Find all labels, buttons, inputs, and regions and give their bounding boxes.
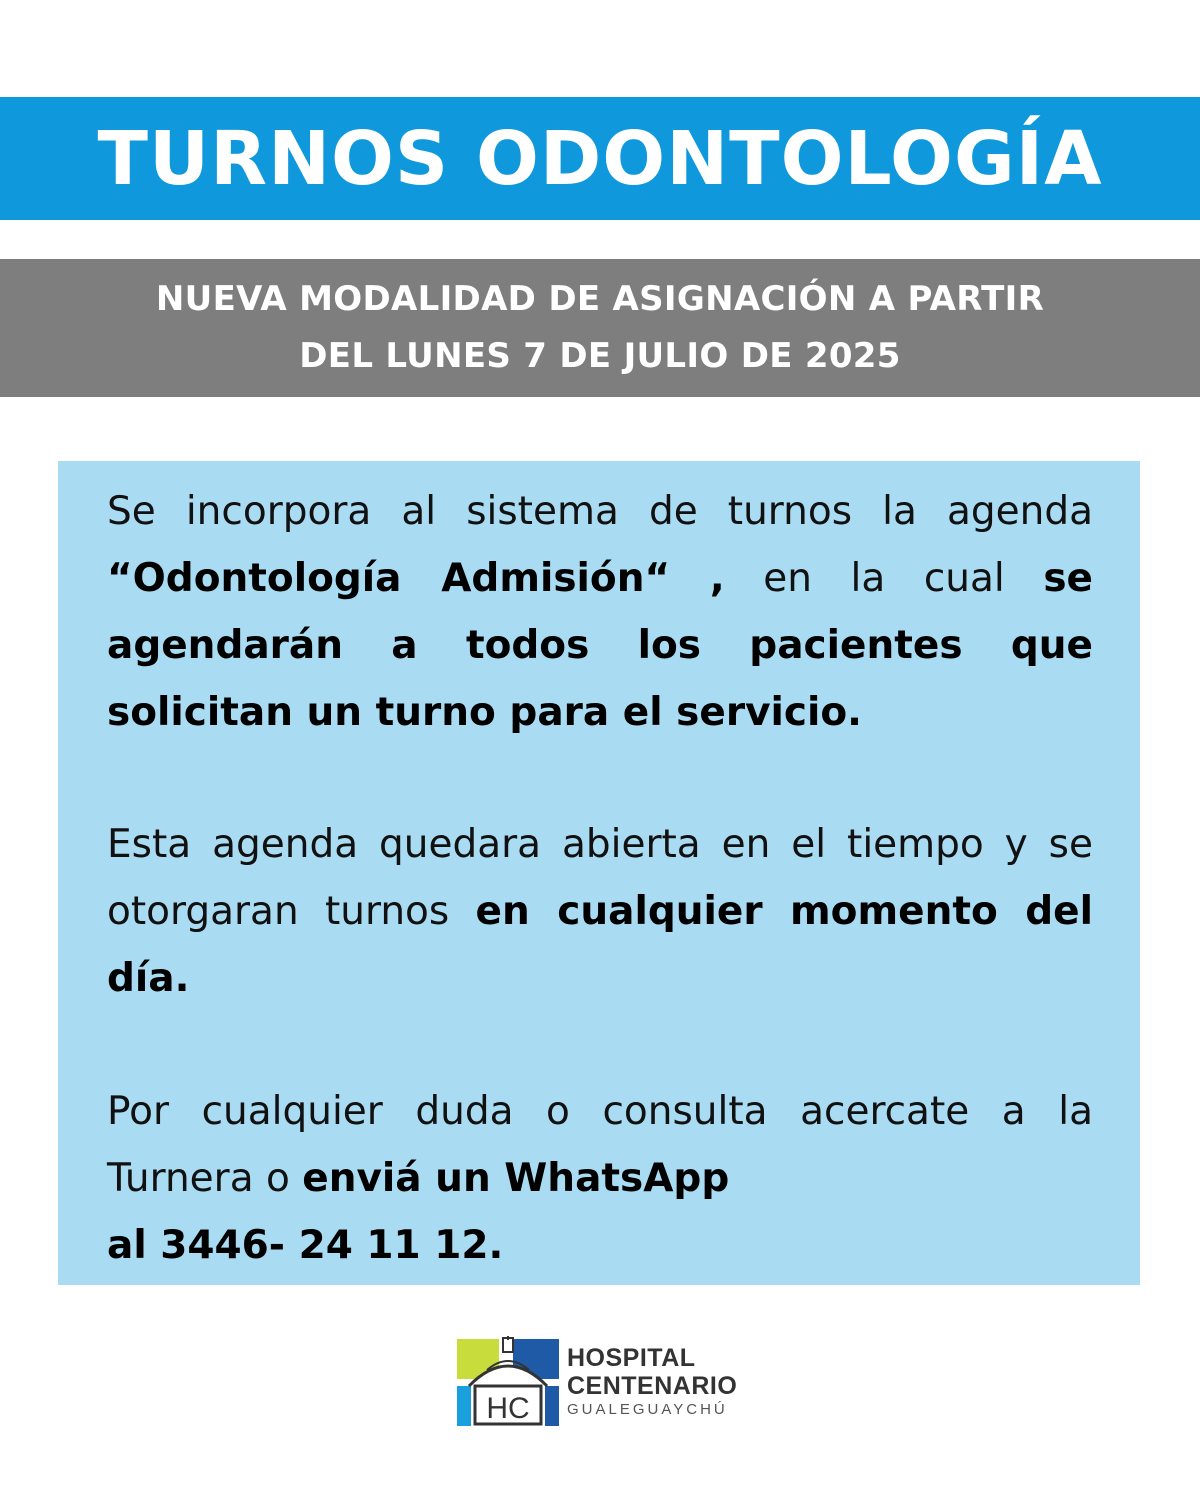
- p3-text-a: Por cualquier duda o consulta acercate a la Turnera o: [107, 1089, 1093, 1201]
- p2-emphasis: en cualquier momento del día.: [107, 889, 1093, 1001]
- p1-emphasis: se agendarán a todos los pacientes que solicitan un turno para el servicio.: [107, 556, 1093, 735]
- logo-line-centenario: CENTENARIO: [567, 1372, 738, 1400]
- subtitle-banner: [0, 259, 1200, 397]
- p1-text-a: Se incorpora al sistema de turnos la agenda: [107, 489, 1093, 534]
- p3-whatsapp: enviá un WhatsApp: [302, 1156, 730, 1201]
- p3-phone: al 3446- 24 11 12.: [107, 1223, 504, 1268]
- title-banner: [0, 97, 1200, 220]
- subtitle-line-2: DEL LUNES 7 DE JULIO DE 2025: [299, 336, 901, 376]
- logo-line-hospital: HOSPITAL: [567, 1344, 696, 1372]
- svg-text:HC: HC: [486, 1392, 530, 1425]
- paragraph-availability: [107, 811, 1093, 1012]
- p2-text-a: Esta agenda quedara abierta en el tiempo y se otorgaran turnos: [107, 822, 1093, 934]
- info-panel: [58, 461, 1140, 1285]
- hospital-logo: [457, 1336, 777, 1426]
- p1-text-c: en la cual: [724, 556, 1044, 601]
- p1-agenda-name: “Odontología Admisión“ ,: [107, 556, 725, 601]
- logo-line-city: GUALEGUAYCHÚ: [567, 1401, 728, 1418]
- subtitle-line-1: NUEVA MODALIDAD DE ASIGNACIÓN A PARTIR: [155, 279, 1045, 319]
- page-title: TURNOS ODONTOLOGÍA: [97, 115, 1103, 202]
- paragraph-admission: [107, 478, 1093, 746]
- paragraph-contact: [107, 1078, 1093, 1279]
- hospital-name: [567, 1344, 737, 1420]
- hospital-building-icon: [457, 1336, 559, 1426]
